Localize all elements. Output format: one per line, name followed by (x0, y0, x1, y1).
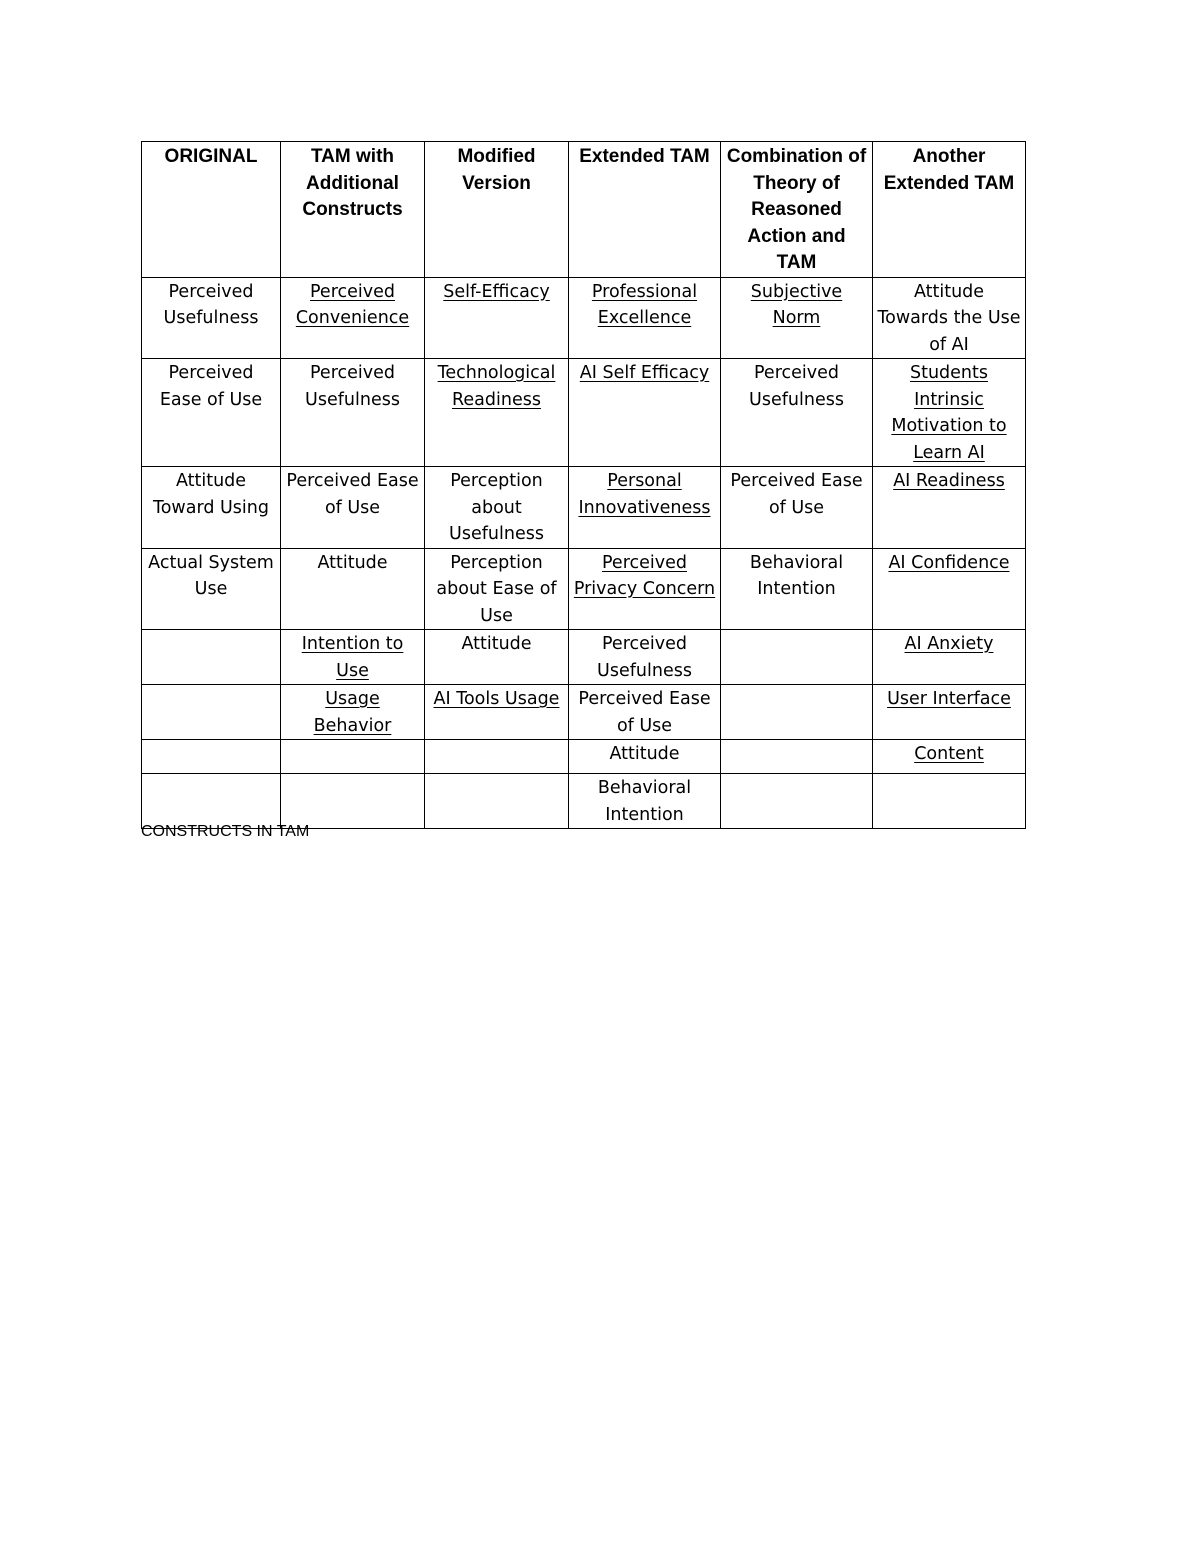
table-cell (873, 740, 1026, 774)
table-cell (873, 630, 1026, 685)
table-cell (281, 548, 425, 630)
table-cell (721, 630, 873, 685)
table-cell (142, 630, 281, 685)
table-row (142, 774, 1026, 829)
cell-text: Behavioral Intention (749, 552, 844, 599)
table-cell (721, 277, 873, 359)
table-cell (873, 359, 1026, 467)
table-row (142, 277, 1026, 359)
cell-text: AI Self Efficacy (579, 363, 710, 383)
table-cell (425, 685, 569, 740)
cell-text: Perceived Usefulness (163, 281, 259, 328)
cell-text: Attitude Towards the Use of AI (877, 281, 1021, 355)
table-cell (721, 685, 873, 740)
table-cell (569, 685, 721, 740)
table-cell (142, 359, 281, 467)
table-cell (721, 467, 873, 549)
table-row (142, 548, 1026, 630)
table-row (142, 740, 1026, 774)
cell-text: Self-Efficacy (443, 281, 550, 302)
table-cell (873, 548, 1026, 630)
header-another-extended-tam: Another Extended TAM (873, 142, 1026, 278)
cell-text: Perceived Usefulness (597, 634, 692, 681)
table-body (142, 277, 1026, 829)
cell-text: User Interface (887, 689, 1011, 709)
cell-text: Perception about Usefulness (449, 471, 544, 544)
table-cell (142, 548, 281, 630)
cell-text: Perceived Ease of Use (578, 689, 711, 736)
cell-text: Professional Excellence (591, 281, 698, 328)
table-cell (873, 774, 1026, 829)
header-modified-version: Modified Version (425, 142, 569, 278)
cell-text: Technological Readiness (437, 363, 556, 410)
table-cell (569, 359, 721, 467)
table-cell (281, 740, 425, 774)
table-caption: CONSTRUCTS IN TAM (141, 823, 310, 840)
table-row (142, 359, 1026, 467)
table-cell (569, 630, 721, 685)
table-row (142, 685, 1026, 740)
table-cell (281, 467, 425, 549)
table-cell (425, 467, 569, 549)
cell-text: Intention to Use (301, 634, 404, 681)
table-cell (281, 277, 425, 359)
table-cell (873, 467, 1026, 549)
cell-text: Perceived Ease of Use (159, 363, 263, 410)
cell-text: Attitude Toward Using (152, 471, 269, 518)
cell-text: AI Readiness (893, 471, 1005, 491)
cell-text: Usage Behavior (313, 689, 392, 736)
cell-text: Perception about Ease of Use (436, 552, 557, 626)
table-cell (142, 740, 281, 774)
table-cell (569, 740, 721, 774)
table-cell (873, 685, 1026, 740)
table-cell (425, 630, 569, 685)
table-cell (281, 685, 425, 740)
table-cell (569, 277, 721, 359)
cell-text: Attitude (461, 634, 532, 654)
cell-text: AI Tools Usage (433, 689, 560, 709)
table-cell (425, 740, 569, 774)
table-cell (569, 467, 721, 549)
table-cell (142, 685, 281, 740)
table-row (142, 630, 1026, 685)
cell-text: Perceived Usefulness (749, 363, 844, 410)
table-cell (569, 774, 721, 829)
table-cell (281, 630, 425, 685)
table-cell (721, 740, 873, 774)
table-cell (425, 277, 569, 359)
table-cell (281, 774, 425, 829)
cell-text: Actual System Use (148, 552, 274, 599)
table-cell (721, 548, 873, 630)
table-cell (721, 359, 873, 467)
cell-text: AI Anxiety (904, 634, 994, 654)
cell-text: Perceived Convenience (295, 281, 410, 328)
cell-text: Subjective Norm (750, 281, 843, 328)
table-cell (425, 359, 569, 467)
cell-text: Personal Innovativeness (578, 471, 711, 518)
table-cell (142, 774, 281, 829)
cell-text: Content (914, 744, 984, 764)
table-row (142, 467, 1026, 549)
cell-text: Attitude (609, 744, 680, 764)
table-cell (721, 774, 873, 829)
cell-text: Attitude (317, 552, 388, 573)
table-cell (281, 359, 425, 467)
table-cell (425, 548, 569, 630)
table-header-row (142, 142, 1026, 278)
header-original: ORIGINAL (142, 142, 281, 278)
table-cell (142, 277, 281, 359)
cell-text: Perceived Ease of Use (286, 471, 419, 518)
table-cell (569, 548, 721, 630)
table-cell (142, 467, 281, 549)
header-tam-additional-constructs: TAM with Additional Constructs (281, 142, 425, 278)
cell-text: Perceived Ease of Use (730, 471, 863, 518)
cell-text: Behavioral Intention (597, 778, 692, 825)
table-cell (873, 277, 1026, 359)
header-tra-tam-combination: Combination of Theory of Reasoned Action and TAM (721, 142, 873, 278)
cell-text: Students Intrinsic Motivation to Learn AI (891, 363, 1007, 463)
header-extended-tam: Extended TAM (569, 142, 721, 278)
tam-constructs-table (141, 141, 1026, 829)
cell-text: Perceived Usefulness (305, 363, 400, 410)
table-cell (425, 774, 569, 829)
cell-text: AI Confidence (888, 552, 1010, 573)
cell-text: Perceived Privacy Concern (573, 552, 716, 599)
